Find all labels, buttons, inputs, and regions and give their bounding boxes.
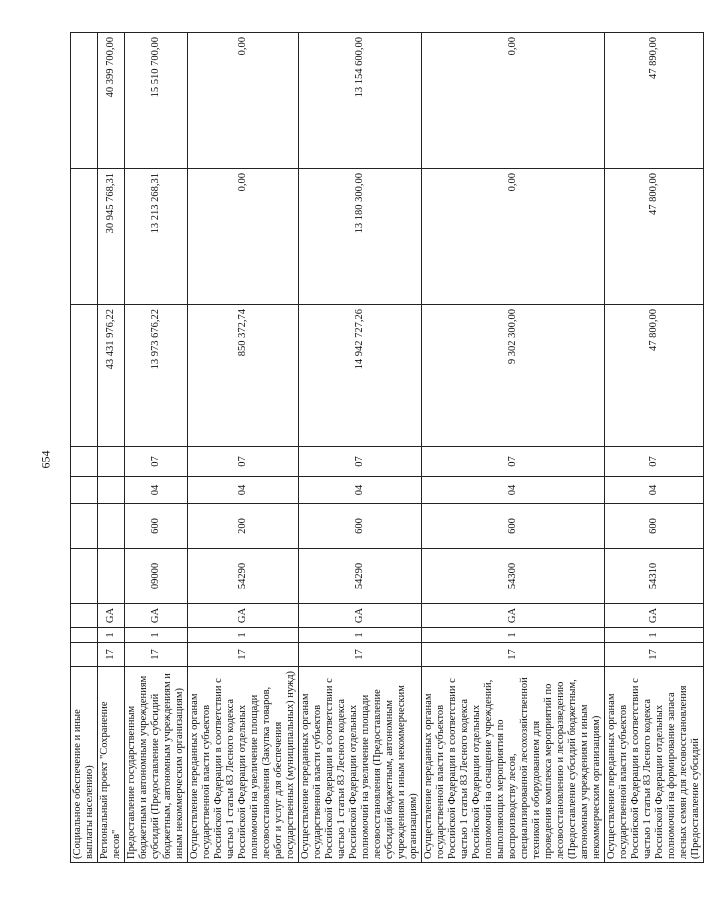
cell-e: 600	[125, 504, 188, 549]
cell-v1: 43 431 976,22	[98, 305, 125, 447]
cell-a: 17	[422, 643, 605, 667]
cell-e: 600	[299, 504, 422, 549]
cell-d: 54300	[422, 549, 605, 604]
cell-c: GA	[125, 604, 188, 628]
cell-f: 04	[422, 477, 605, 504]
cell-e	[98, 504, 125, 549]
cell-v3: 0,00	[422, 33, 605, 169]
cell-v2: 0,00	[422, 169, 605, 305]
table-row	[71, 33, 98, 863]
cell-c: GA	[188, 604, 299, 628]
table-row	[125, 33, 188, 863]
cell-f	[71, 477, 98, 504]
cell-e: 600	[422, 504, 605, 549]
cell-v2	[71, 169, 98, 305]
cell-b: 1	[299, 628, 422, 643]
cell-c: GA	[422, 604, 605, 628]
cell-name: Осуществление переданных органам государственной власти субъектов Российской Федерации в соответствии с частью 1 статьи 83 Лесного кодекса Российской Федерации отдельных полномочий на увеличение площади лесовосстановления (Закупка товаров, работ и услуг для обеспечения государственных (муниципальных) нужд)	[188, 667, 299, 863]
cell-e	[71, 504, 98, 549]
table-row	[299, 33, 422, 863]
cell-f: 04	[299, 477, 422, 504]
cell-v1: 47 800,00	[605, 305, 704, 447]
cell-v2: 30 945 768,31	[98, 169, 125, 305]
cell-f	[98, 477, 125, 504]
cell-name: Осуществление переданных органам государственной власти субъектов Российской Федерации в соответствии с частью 1 статьи 83 Лесного кодекса Российской Федерации отдельных полномочий на оснащение учреждений, выполняющих мероприятия по воспроизводству лесов, специализированной лесохозяйственной техникой и оборудованием для проведения комплекса мероприятий по лесовосстановлению и лесоразведению (Предоставление субсидий бюджетным, автономным учреждениям и иным некоммерческим организациям)	[422, 667, 605, 863]
budget-table-sheet	[70, 33, 701, 863]
cell-b: 1	[125, 628, 188, 643]
cell-c: GA	[98, 604, 125, 628]
cell-name: Осуществление переданных органам государственной власти субъектов Российской Федерации в соответствии с частью 1 статьи 83 Лесного кодекса Российской Федерации отдельных полномочий на увеличение площади лесовосстановления (Предоставление субсидий бюджетным, автономным учреждениям и иным некоммерческим организациям)	[299, 667, 422, 863]
cell-v2: 13 180 300,00	[299, 169, 422, 305]
budget-table	[70, 32, 704, 863]
cell-b: 1	[188, 628, 299, 643]
table-row	[422, 33, 605, 863]
cell-d: 09000	[125, 549, 188, 604]
cell-a: 17	[125, 643, 188, 667]
cell-g: 07	[299, 447, 422, 477]
cell-v2: 13 213 268,31	[125, 169, 188, 305]
cell-b: 1	[422, 628, 605, 643]
cell-v3: 13 154 600,00	[299, 33, 422, 169]
cell-g	[71, 447, 98, 477]
cell-d: 54290	[188, 549, 299, 604]
cell-v1: 14 942 727,26	[299, 305, 422, 447]
cell-c: GA	[605, 604, 704, 628]
cell-name: Осуществление переданных органам государственной власти субъектов Российской Федерации в соответствии с частью 1 статьи 83 Лесного кодекса Российской Федерации отдельных полномочий на формирование запаса лесных семян для лесовосстановления (Предоставление субсидий	[605, 667, 704, 863]
cell-g: 07	[125, 447, 188, 477]
cell-f: 04	[125, 477, 188, 504]
cell-v1: 850 372,74	[188, 305, 299, 447]
cell-v3	[71, 33, 98, 169]
cell-v1: 9 302 300,00	[422, 305, 605, 447]
cell-d: 54310	[605, 549, 704, 604]
table-row	[188, 33, 299, 863]
page-number: 654	[38, 450, 53, 469]
cell-g: 07	[422, 447, 605, 477]
cell-v2: 0,00	[188, 169, 299, 305]
cell-e: 600	[605, 504, 704, 549]
cell-c	[71, 604, 98, 628]
cell-g: 07	[605, 447, 704, 477]
cell-a: 17	[299, 643, 422, 667]
cell-v3: 0,00	[188, 33, 299, 169]
cell-b: 1	[98, 628, 125, 643]
table-row	[605, 33, 704, 863]
cell-v3: 40 399 700,00	[98, 33, 125, 169]
cell-name: Предоставление государственным бюджетным и автономным учреждениям субсидий (Предоставление субсидий бюджетным, автономным учреждениям и иным некоммерческим организациям)	[125, 667, 188, 863]
cell-f: 04	[188, 477, 299, 504]
cell-c: GA	[299, 604, 422, 628]
cell-a: 17	[98, 643, 125, 667]
cell-g	[98, 447, 125, 477]
cell-a	[71, 643, 98, 667]
cell-d	[71, 549, 98, 604]
table-row	[98, 33, 125, 863]
cell-name: Региональный проект "Сохранение лесов"	[98, 667, 125, 863]
cell-d	[98, 549, 125, 604]
cell-e: 200	[188, 504, 299, 549]
cell-v1: 13 973 676,22	[125, 305, 188, 447]
cell-a: 17	[188, 643, 299, 667]
cell-a: 17	[605, 643, 704, 667]
cell-name: (Социальное обеспечение и иные выплаты населению)	[71, 667, 98, 863]
cell-g: 07	[188, 447, 299, 477]
cell-b: 1	[605, 628, 704, 643]
cell-f: 04	[605, 477, 704, 504]
cell-v3: 47 890,00	[605, 33, 704, 169]
cell-b	[71, 628, 98, 643]
cell-v1	[71, 305, 98, 447]
cell-v2: 47 800,00	[605, 169, 704, 305]
cell-d: 54290	[299, 549, 422, 604]
cell-v3: 15 510 700,00	[125, 33, 188, 169]
